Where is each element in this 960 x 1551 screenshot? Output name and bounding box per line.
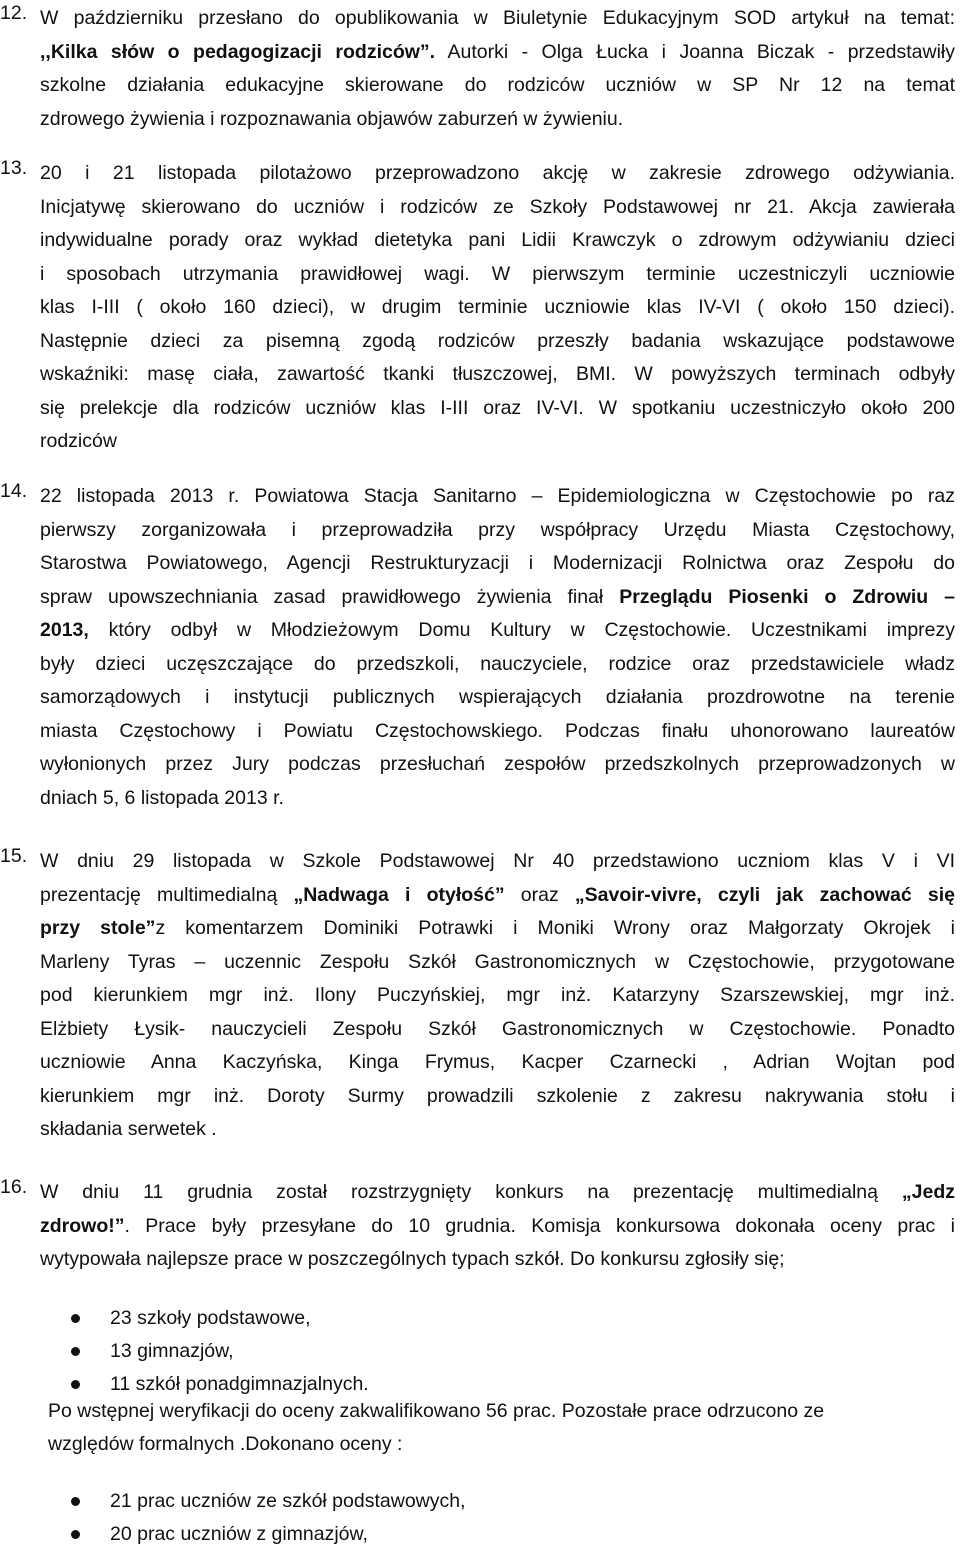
item-text [40,1176,955,1277]
text-span: Autorki - Olga Łucka i Joanna Biczak - przedstawiły [435,40,955,63]
text-line: W październiku przesłano do opublikowania w Biuletynie Edukacyjnym SOD artykuł na temat: [40,7,955,29]
bold-presentation-title: przy stole” [40,917,156,939]
text-line [40,1176,955,1210]
bold-contest-title: zdrowo!” [40,1214,125,1237]
item-number: 13. [0,157,28,179]
item-number: 15. [0,845,28,867]
text-line [40,581,955,615]
bullet-icon [71,1347,80,1356]
text-line: pierwszy zorganizowała i przeprowadziła przy współpracy Urzędu Miasta Częstochowy, [40,518,955,541]
item-number: 14. [0,480,28,502]
text-line [40,879,955,913]
list-item-12 [0,2,960,136]
text-span: . Prace były przesyłane do 10 grudnia. Komisja konkursowa dokonała oceny prac i [124,1214,955,1237]
list-item-16 [0,1176,960,1277]
bullet-item [0,1302,960,1335]
text-line: Elżbiety Łysik- nauczycieli Zespołu Szkół Gastronomicznych w Częstochowie. Ponadto [40,1017,955,1040]
text-span: z komentarzem Dominiki Potrawki i Moniki Wrony oraz Małgorzaty Okrojek i [155,917,955,939]
text-line: 20 i 21 listopada pilotażowo przeprowadzono akcję w zakresie zdrowego odżywiania. [40,162,955,184]
text-line: miasta Częstochowy i Powiatu Częstochowskiego. Podczas finału uhonorowano laureatów [40,719,955,742]
list-item-13 [0,157,960,459]
item-text [40,2,955,136]
text-span: spraw upowszechniania zasad prawidłowego żywienia finał [40,585,620,608]
text-line [40,36,955,70]
text-line: wytypowała najlepsze prace w poszczególnych typach szkół. Do konkursu zgłosiły się; [40,1248,785,1270]
text-line: zdrowego żywienia i rozpoznawania objawów zaburzeń w żywieniu. [40,107,624,130]
bullet-icon [71,1314,80,1323]
text-span: W dniu 11 grudnia został rozstrzygnięty konkurs na prezentację multimedialną [40,1181,902,1203]
text-line: dniach 5, 6 listopada 2013 r. [40,786,284,809]
bold-contest-title: „Jedz [901,1181,955,1203]
bullet-text: 11 szkół ponadgimnazjalnych. [110,1373,369,1395]
bullet-list [0,1302,960,1401]
bold-title: ,,Kilka słów o pedagogizacji rodziców”. [40,40,436,63]
text-line: W dniu 29 listopada w Szkole Podstawowej Nr 40 przedstawiono uczniom klas V i VI [40,850,955,872]
item-text [40,845,955,1147]
text-line: kierunkiem mgr inż. Doroty Surmy prowadzili szkolenie z zakresu nakrywania stołu i [40,1084,955,1107]
bullet-icon [71,1497,80,1506]
text-line: były dzieci uczęszczające do przedszkoli, nauczyciele, rodzice oraz przedstawiciele władz [40,652,955,675]
bullet-text: 20 prac uczniów z gimnazjów, [110,1523,368,1545]
bold-year: 2013, [40,619,89,641]
bullet-text: 21 prac uczniów ze szkół podstawowych, [110,1490,466,1512]
text-line: względów formalnych .Dokonano oceny : [48,1433,403,1455]
item-text [40,157,955,459]
bullet-list-2 [0,1485,960,1551]
bold-presentation-title: „Savoir-vivre, czyli jak zachować się [574,883,955,906]
text-span: oraz [504,883,575,906]
bullet-icon [71,1530,80,1539]
text-line: Inicjatywę skierowano do uczniów i rodziców ze Szkoły Podstawowej nr 21. Akcja zawierała [40,195,955,218]
bold-event-title: Przeglądu Piosenki o Zdrowiu – [619,585,955,608]
bullet-text: 13 gimnazjów, [110,1340,234,1362]
text-line: i sposobach utrzymania prawidłowej wagi. W pierwszym terminie uczestniczyli uczniowie [40,262,955,285]
bullet-item [0,1518,960,1551]
text-line: wskaźniki: masę ciała, zawartość tkanki tłuszczowej, BMI. W powyższych terminach odbyły [40,363,955,385]
text-line: Starostwa Powiatowego, Agencji Restrukturyzacji i Modernizacji Rolnictwa oraz Zespołu do [40,552,955,574]
bullet-icon [71,1380,80,1389]
text-line: samorządowych i instytucji publicznych wspierających działania prozdrowotne na terenie [40,686,955,708]
text-line: rodziców [40,430,117,452]
text-line: składania serwetek . [40,1118,217,1140]
list-item-15 [0,845,960,1147]
item-text [40,480,955,815]
text-line [40,1210,955,1244]
item-number: 12. [0,2,28,24]
text-line: pod kierunkiem mgr inż. Ilony Puczyńskiej, mgr inż. Katarzyny Szarszewskiej, mgr inż. [40,984,955,1006]
text-line: Marleny Tyras – uczennic Zespołu Szkół Gastronomicznych w Częstochowie, przygotowane [40,950,955,973]
list-item-14 [0,480,960,815]
text-line [40,614,955,648]
text-line: indywidualne porady oraz wykład dietetyka pani Lidii Krawczyk o zdrowym odżywianiu dzieci [40,229,955,251]
text-span: który odbył w Młodzieżowym Domu Kultury w Częstochowie. Uczestnikami imprezy [88,619,955,641]
text-span: prezentację multimedialną [40,883,294,906]
text-line: uczniowie Anna Kaczyńska, Kinga Frymus, Kacper Czarnecki , Adrian Wojtan pod [40,1051,955,1073]
text-line: Następnie dzieci za pisemną zgodą rodziców przeszły badania wskazujące podstawowe [40,329,955,352]
text-line [40,912,955,946]
text-line: wyłonionych przez Jury podczas przesłuchań zespołów przedszkolnych przeprowadzonych w [40,753,955,775]
text-line: się prelekcje dla rodziców uczniów klas I-III oraz IV-VI. W spotkaniu uczestniczyło około 200 [40,396,955,419]
bold-presentation-title: „Nadwaga i otyłość” [293,883,505,906]
bullet-text: 23 szkoły podstawowe, [110,1307,311,1329]
item-number: 16. [0,1176,28,1198]
bullet-item [0,1335,960,1368]
text-line: Po wstępnej weryfikacji do oceny zakwalifikowano 56 prac. Pozostałe prace odrzucono ze [48,1400,825,1422]
text-line: szkolne działania edukacyjne skierowane do rodziców uczniów w SP Nr 12 na temat [40,74,955,96]
text-line: klas I-III ( około 160 dzieci), w drugim terminie uczniowie klas IV-VI ( około 150 dzieci). [40,296,955,318]
bullet-item [0,1485,960,1518]
text-line: 22 listopada 2013 r. Powiatowa Stacja Sanitarno – Epidemiologiczna w Częstochowie po raz [40,485,955,507]
